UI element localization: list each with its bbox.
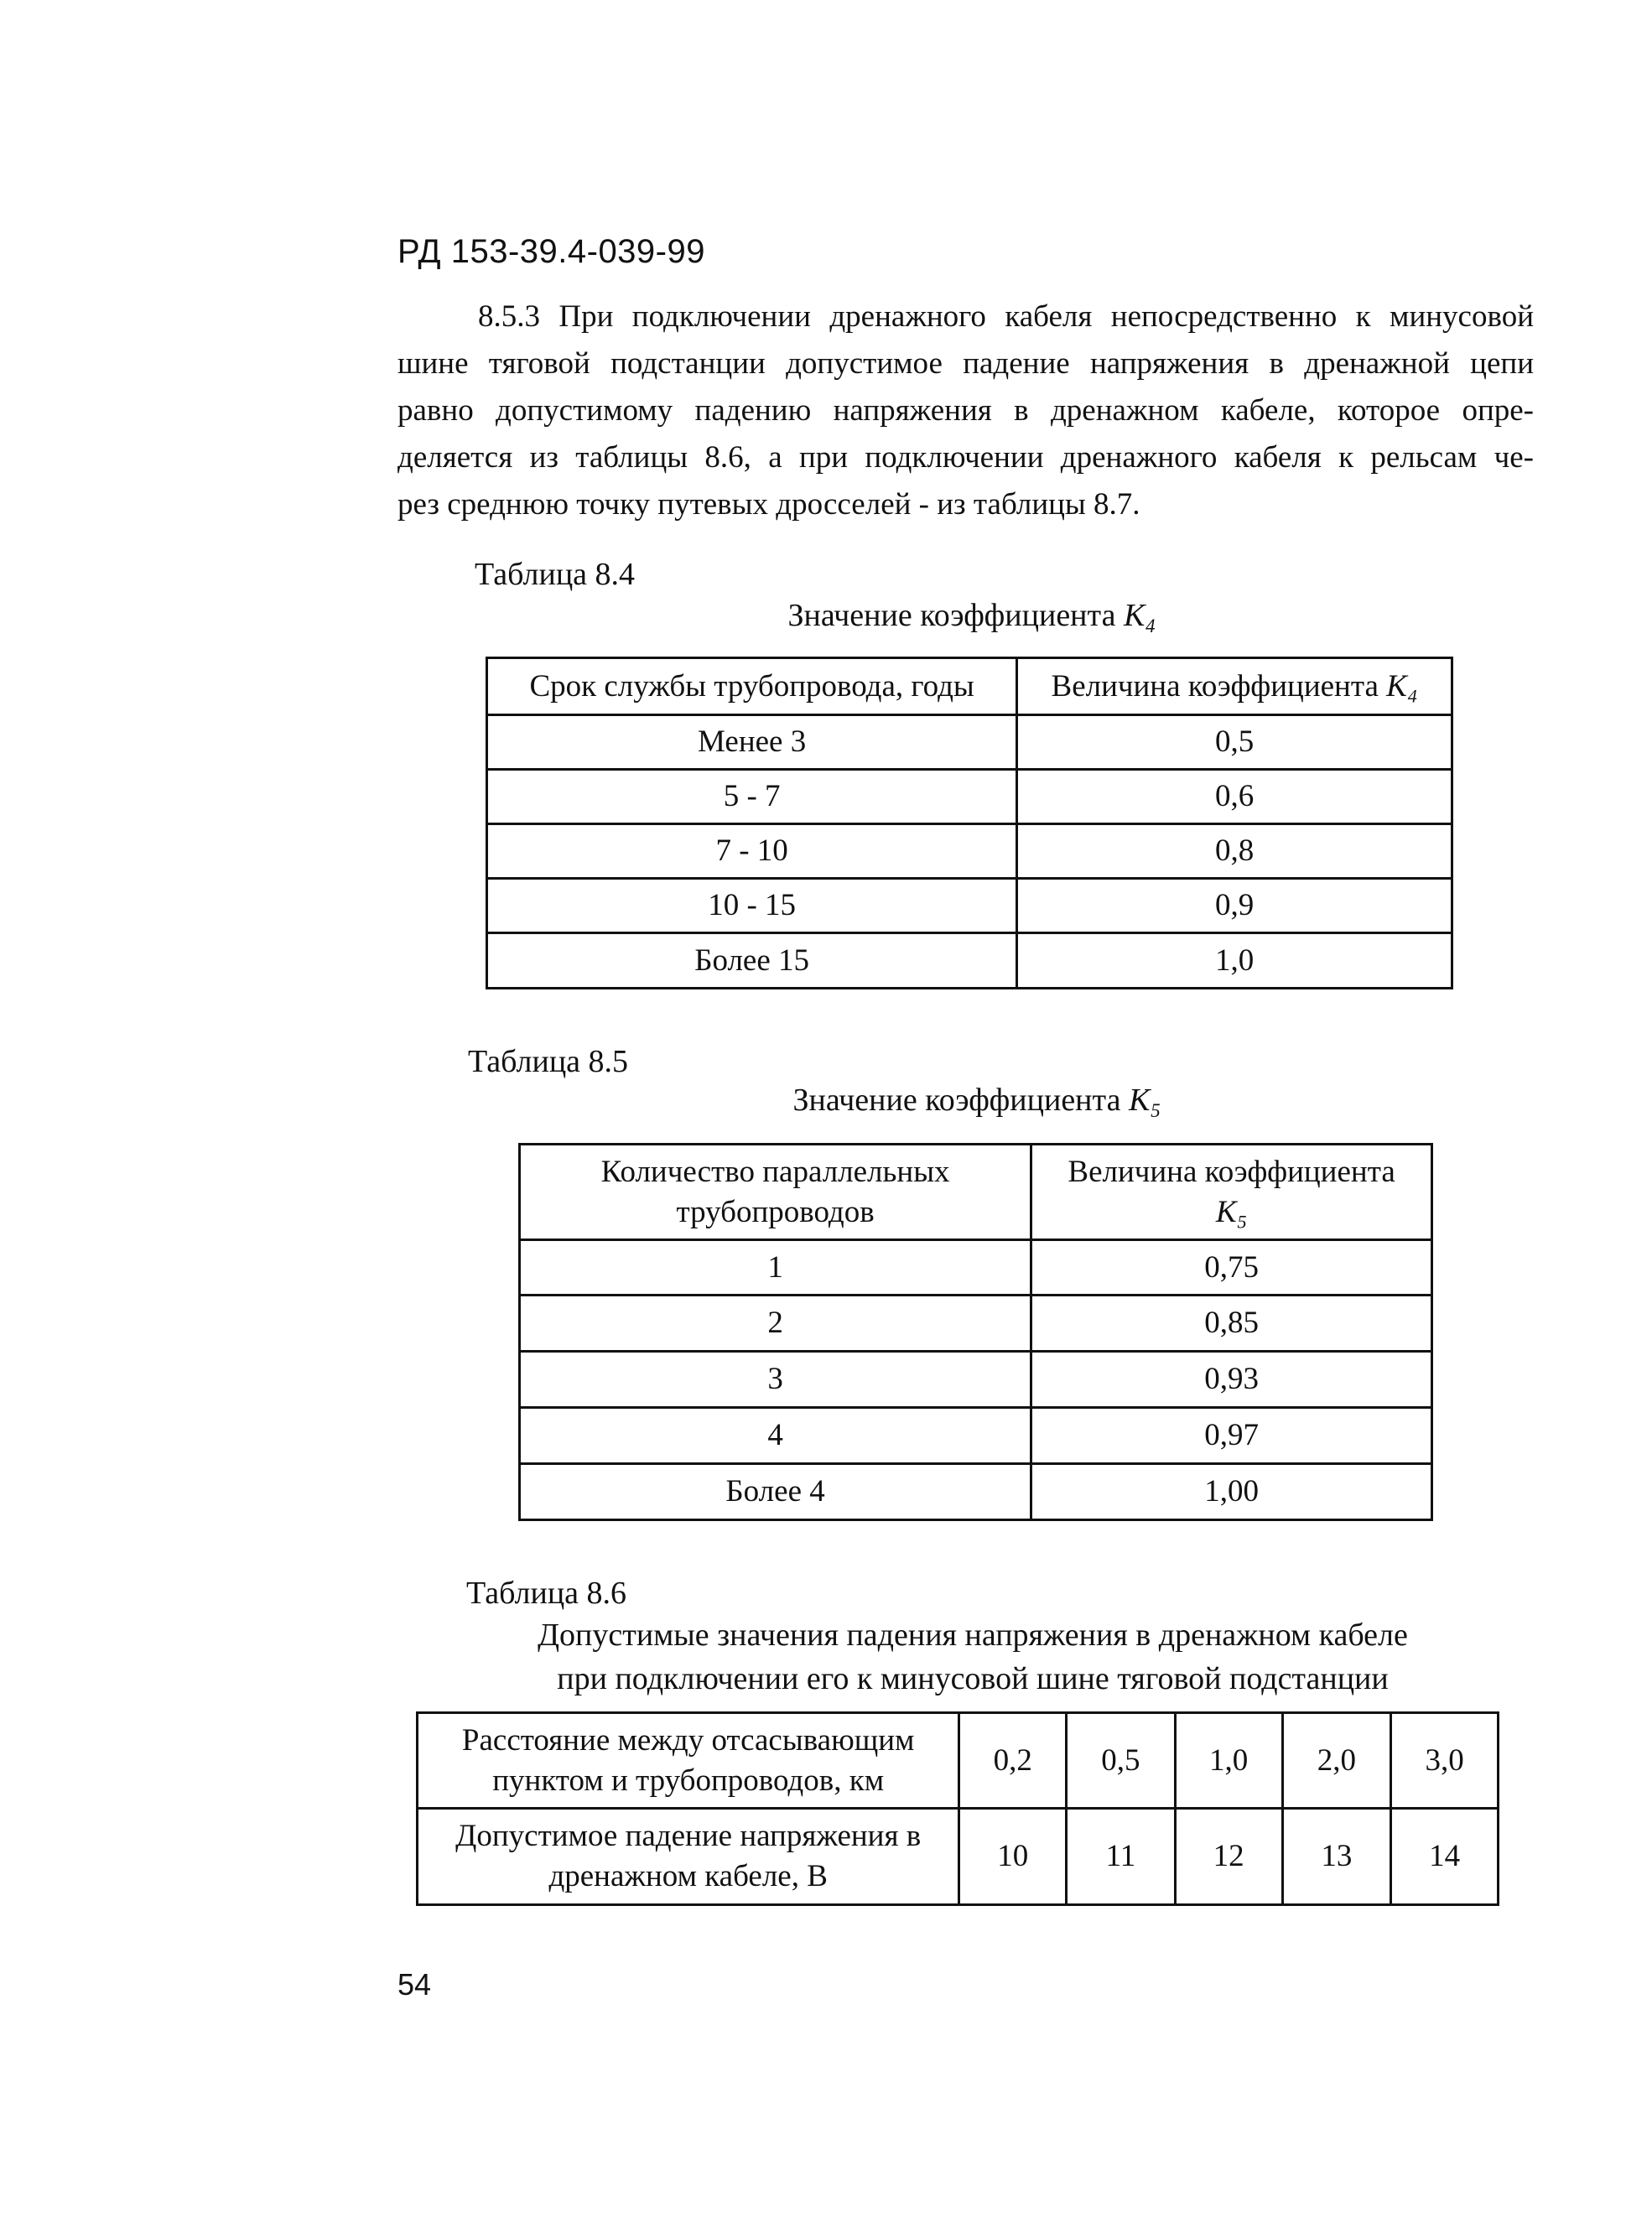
table-row <box>487 879 1452 933</box>
table-row <box>487 770 1452 824</box>
table-cell: 14 <box>1391 1809 1499 1905</box>
table-cell: 2,0 <box>1282 1713 1391 1809</box>
table-cell: Менее 3 <box>487 715 1017 770</box>
paragraph-line: 8.5.3 При подключении дренажного кабеля непосредственно к минусовой <box>478 299 1534 334</box>
table-8-4 <box>486 657 1453 989</box>
paragraph-8-5-3 <box>397 293 1534 528</box>
table-row <box>487 933 1452 989</box>
table-cell: 12 <box>1175 1809 1282 1905</box>
table-header-line: Величина коэффициента <box>1068 1154 1395 1189</box>
table-header-row <box>487 658 1452 715</box>
table-8-5-title-symbol: K₅ <box>1128 1083 1161 1118</box>
table-cell: 1,00 <box>1031 1464 1432 1520</box>
table-cell: 13 <box>1282 1809 1391 1905</box>
table-row <box>487 824 1452 879</box>
table-8-6-title <box>470 1613 1476 1701</box>
table-row <box>418 1713 1499 1809</box>
table-row-label-line: дренажном кабеле, В <box>548 1859 828 1893</box>
table-row-label-line: пунктом и трубопроводов, км <box>492 1763 885 1798</box>
table-row <box>520 1408 1432 1464</box>
table-header-symbol <box>1039 1192 1424 1233</box>
table-row-label-line: Расстояние между отсасывающим <box>461 1722 915 1758</box>
table-8-5-title <box>520 1082 1434 1119</box>
coefficient-symbol: K₅ <box>1215 1194 1248 1229</box>
table-header-cell: Срок службы трубопровода, годы <box>487 658 1017 715</box>
table-cell: 2 <box>520 1296 1031 1352</box>
table-cell: 0,5 <box>1017 715 1452 770</box>
table-cell: 1,0 <box>1017 933 1452 989</box>
table-header-line: Количество параллельных <box>600 1154 950 1189</box>
table-row-label <box>418 1713 959 1809</box>
table-header-line: трубопроводов <box>676 1194 875 1229</box>
table-row-label-line: Допустимое падение напряжения в <box>455 1819 922 1853</box>
table-cell: 3 <box>520 1352 1031 1408</box>
table-row <box>487 715 1452 770</box>
table-8-4-title <box>486 597 1457 634</box>
table-8-5 <box>518 1143 1433 1521</box>
document-code: РД 153-39.4-039-99 <box>397 233 705 270</box>
table-cell: 7 - 10 <box>487 824 1017 879</box>
table-cell: 0,75 <box>1031 1240 1432 1296</box>
table-cell: 5 - 7 <box>487 770 1017 824</box>
table-cell: 0,93 <box>1031 1352 1432 1408</box>
table-cell: 0,97 <box>1031 1408 1432 1464</box>
table-cell: 11 <box>1067 1809 1176 1905</box>
table-cell: 3,0 <box>1391 1713 1499 1809</box>
table-row <box>520 1352 1432 1408</box>
table-header-cell <box>1031 1145 1432 1240</box>
table-8-4-label: Таблица 8.4 <box>475 557 636 592</box>
table-cell: 0,85 <box>1031 1296 1432 1352</box>
table-cell: 0,9 <box>1017 879 1452 933</box>
table-header-cell <box>1017 658 1452 715</box>
table-8-6 <box>416 1711 1499 1906</box>
table-8-4-title-text: Значение коэффициента <box>787 598 1124 633</box>
paragraph-line: шине тяговой подстанции допустимое падение напряжения в дренажной цепи <box>397 346 1534 381</box>
table-8-5-title-text: Значение коэффициента <box>792 1083 1129 1118</box>
table-header-text: Величина коэффициента <box>1051 668 1387 704</box>
table-row <box>520 1240 1432 1296</box>
paragraph-line: рез среднюю точку путевых дросселей - из таблицы 8.7. <box>397 487 1140 522</box>
table-row-label <box>418 1809 959 1905</box>
table-row <box>520 1296 1432 1352</box>
paragraph-line: равно допустимому падению напряжения в дренажном кабеле, которое опре- <box>397 393 1534 428</box>
table-cell: 1,0 <box>1175 1713 1282 1809</box>
table-row <box>520 1464 1432 1520</box>
table-cell: Более 4 <box>520 1464 1031 1520</box>
table-cell: 0,2 <box>959 1713 1067 1809</box>
table-header-cell <box>520 1145 1031 1240</box>
table-cell: 4 <box>520 1408 1031 1464</box>
table-cell: 0,6 <box>1017 770 1452 824</box>
table-8-4-title-symbol: K₄ <box>1123 598 1156 633</box>
table-cell: 0,8 <box>1017 824 1452 879</box>
paragraph-line: деляется из таблицы 8.6, а при подключении дренажного кабеля к рельсам че- <box>397 440 1534 475</box>
table-8-6-title-line: при подключении его к минусовой шине тяговой подстанции <box>557 1661 1389 1696</box>
table-cell: Более 15 <box>487 933 1017 989</box>
table-8-6-label: Таблица 8.6 <box>466 1576 627 1611</box>
table-cell: 0,5 <box>1067 1713 1176 1809</box>
page-number: 54 <box>397 1967 432 2002</box>
table-row <box>418 1809 1499 1905</box>
table-cell: 1 <box>520 1240 1031 1296</box>
table-cell: 10 <box>959 1809 1067 1905</box>
table-cell: 10 - 15 <box>487 879 1017 933</box>
table-header-symbol: K₄ <box>1386 668 1418 704</box>
table-8-6-title-line: Допустимые значения падения напряжения в дренажном кабеле <box>538 1618 1408 1653</box>
table-8-5-label: Таблица 8.5 <box>468 1044 629 1079</box>
table-header-row <box>520 1145 1432 1240</box>
